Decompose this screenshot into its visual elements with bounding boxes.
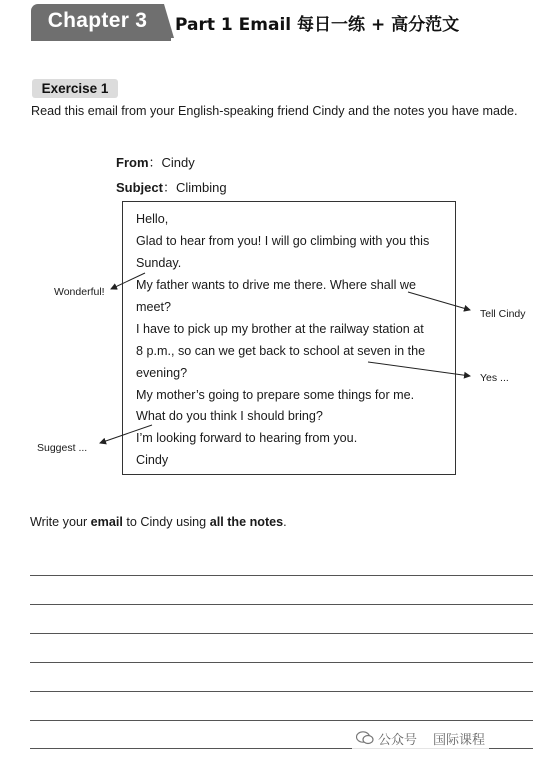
email-line: My mother’s going to prepare some things for me. xyxy=(136,388,415,402)
email-line: What do you think I should bring? xyxy=(136,409,323,423)
email-line: meet? xyxy=(136,300,172,314)
chapter-label: Chapter 3 xyxy=(47,9,148,32)
subject-label: Subject xyxy=(116,180,163,195)
email-line: My father wants to drive me there. Where shall we xyxy=(136,278,416,292)
email-line: Sunday. xyxy=(136,256,182,270)
email-subject: Subject：Climbing xyxy=(116,180,227,195)
note-tell-cindy: Tell Cindy xyxy=(480,308,526,320)
watermark-name: 国际课程 xyxy=(433,732,486,748)
writing-line[interactable] xyxy=(30,633,533,634)
arrow-suggest xyxy=(100,425,152,443)
task-instruction: Write your email to Cindy using all the notes. xyxy=(30,515,287,529)
writing-line[interactable] xyxy=(30,720,533,721)
email-line: I’m looking forward to hearing from you. xyxy=(136,431,358,445)
watermark-account: 公众号 xyxy=(378,732,418,748)
email-line: evening? xyxy=(136,366,188,380)
writing-line[interactable] xyxy=(30,691,533,692)
exercise-badge: Exercise 1 xyxy=(32,79,118,98)
task-email-bold: email xyxy=(90,515,123,529)
writing-line[interactable] xyxy=(30,604,533,605)
subject-value: Climbing xyxy=(175,180,227,195)
from-label: From xyxy=(116,155,149,170)
email-line: Cindy xyxy=(136,453,169,467)
arrow-yes xyxy=(368,362,470,376)
watermark xyxy=(352,726,489,750)
note-suggest: Suggest ... xyxy=(37,442,88,454)
arrow-wonderful xyxy=(111,273,145,289)
writing-line[interactable] xyxy=(30,575,533,576)
email-from: From：Cindy xyxy=(116,155,195,170)
note-yes: Yes ... xyxy=(480,372,509,384)
wechat-icon xyxy=(356,731,374,745)
email-line: Glad to hear from you! I will go climbing with you this xyxy=(136,234,430,248)
exercise-instruction: Read this email from your English-speaking friend Cindy and the notes you have made. xyxy=(31,104,518,118)
from-value: Cindy xyxy=(161,155,195,170)
email-line: 8 p.m., so can we get back to school at seven in the xyxy=(136,344,426,358)
writing-line[interactable] xyxy=(30,662,533,663)
page-title: Part 1 Email 每日一练 + 高分范文 xyxy=(175,15,460,35)
arrow-tell-cindy xyxy=(408,292,470,310)
email-line: Hello, xyxy=(136,212,169,226)
note-wonderful: Wonderful! xyxy=(54,286,105,298)
email-line: I have to pick up my brother at the railway station at xyxy=(136,322,424,336)
task-notes-bold: all the notes xyxy=(209,515,284,529)
